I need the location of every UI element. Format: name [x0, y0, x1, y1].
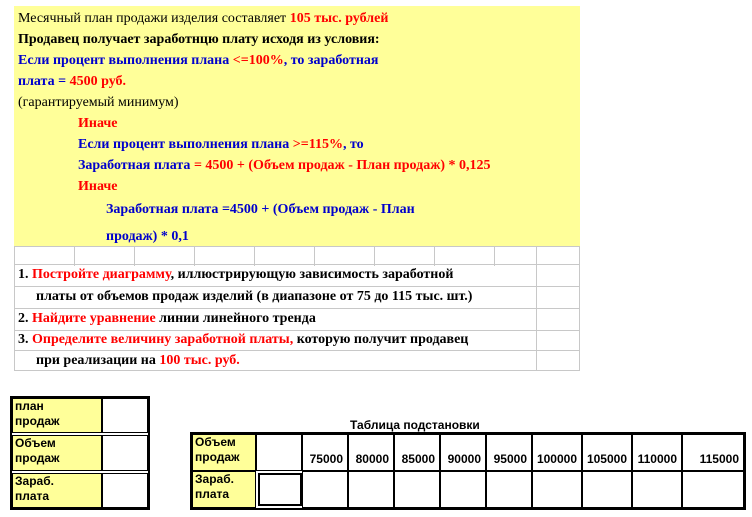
- substitution-formula-cell[interactable]: [258, 473, 302, 506]
- volume-cell-85000[interactable]: 85000: [394, 434, 440, 471]
- sales-volume-input[interactable]: [102, 435, 148, 471]
- condition-2: [78, 136, 364, 154]
- substitution-volume-label: [192, 434, 256, 471]
- substitution-salary-label: [192, 471, 256, 508]
- plan-text: Месячный план продажи изделия составляет: [18, 11, 290, 26]
- instruction-2: [18, 310, 316, 328]
- sales-volume-label-line2: продаж: [15, 451, 60, 465]
- salary-result-75000[interactable]: [302, 471, 348, 508]
- instruction-3-action: Определите величину заработной платы,: [32, 332, 294, 347]
- sales-volume-label-line1: Объем: [15, 436, 56, 450]
- instruction-3-text: которую получит продавец: [293, 332, 469, 347]
- salary-label-line2: плата: [15, 489, 50, 503]
- instruction-1-text: , иллюстрирующую зависимость заработной: [170, 267, 454, 282]
- instruction-3-amount: 100 тыс. руб.: [159, 353, 240, 368]
- salary-result-85000[interactable]: [394, 471, 440, 508]
- salary-output-cell[interactable]: [102, 473, 148, 508]
- sales-volume-label: [12, 435, 102, 471]
- instruction-2-text: линии линейного тренда: [155, 311, 316, 326]
- formula-1-label: Заработная плата: [78, 158, 194, 173]
- plan-sales-label-line1: план: [15, 399, 44, 413]
- guaranteed-minimum-note: (гарантируемый минимум): [18, 95, 179, 110]
- salary-label-line1: Зараб.: [15, 474, 54, 488]
- formula-2-expression: =4500 + (Объем продаж - План: [221, 202, 415, 217]
- instruction-1-action: Постройте диаграмму: [32, 267, 171, 282]
- substitution-volume-ref[interactable]: [256, 434, 302, 471]
- volume-cell-105000[interactable]: 105000: [582, 434, 632, 471]
- salary-result-90000[interactable]: [440, 471, 486, 508]
- plan-sales-input[interactable]: [102, 398, 148, 433]
- salary-result-115000[interactable]: [682, 471, 744, 508]
- else-2: Иначе: [78, 179, 118, 194]
- instruction-3-continued: [36, 352, 240, 370]
- salary-result-80000[interactable]: [348, 471, 394, 508]
- instruction-1-continued: платы от объемов продаж изделий (в диапазоне от 75 до 115 тыс. шт.): [36, 289, 473, 304]
- salary-minimum: 4500 руб.: [69, 74, 127, 89]
- volume-cell-90000[interactable]: 90000: [440, 434, 486, 471]
- salary-label: плата =: [18, 74, 70, 89]
- formula-2: [106, 201, 415, 219]
- salary-result-95000[interactable]: [486, 471, 532, 508]
- substitution-volume-label-line1: Объем: [195, 435, 236, 449]
- substitution-salary-label-line2: плата: [195, 487, 230, 501]
- condition-1-threshold: <=100%: [232, 53, 284, 68]
- condition-1-result: [18, 73, 126, 91]
- volume-cell-110000[interactable]: 110000: [632, 434, 682, 471]
- substitution-table-title: Таблица подстановки: [350, 418, 480, 432]
- substitution-volume-label-line2: продаж: [195, 450, 240, 464]
- instruction-3: [18, 331, 468, 349]
- formula-1: [78, 157, 491, 175]
- volume-cell-75000[interactable]: 75000: [302, 434, 348, 471]
- condition-1-text: Если процент выполнения плана: [18, 53, 233, 68]
- volume-cell-95000[interactable]: 95000: [486, 434, 532, 471]
- volume-cell-100000[interactable]: 100000: [532, 434, 582, 471]
- formula-2-continued: продаж) * 0,1: [106, 229, 189, 244]
- condition-1: [18, 52, 379, 70]
- condition-2-threshold: >=115%: [292, 137, 343, 152]
- else-1: Иначе: [78, 116, 118, 131]
- salary-result-105000[interactable]: [582, 471, 632, 508]
- instruction-2-number: 2.: [18, 311, 32, 326]
- plan-statement: [18, 10, 388, 28]
- instruction-3-number: 3.: [18, 332, 32, 347]
- instruction-2-action: Найдите уравнение: [32, 311, 156, 326]
- formula-2-label: Заработная плата: [106, 202, 222, 217]
- plan-sales-label: [12, 398, 102, 433]
- salary-condition-heading: Продавец получает заработнцю плату исходя из условия:: [18, 32, 380, 47]
- salary-label-cell: [12, 473, 102, 508]
- salary-result-110000[interactable]: [632, 471, 682, 508]
- condition-2-tail: , то: [342, 137, 364, 152]
- instruction-1-number: 1.: [18, 267, 32, 282]
- condition-1-tail: , то заработная: [283, 53, 379, 68]
- substitution-salary-label-line1: Зараб.: [195, 472, 234, 486]
- volume-cell-80000[interactable]: 80000: [348, 434, 394, 471]
- volume-cell-115000[interactable]: 115000: [682, 434, 744, 471]
- plan-sales-label-line2: продаж: [15, 414, 60, 428]
- salary-result-100000[interactable]: [532, 471, 582, 508]
- condition-2-text: Если процент выполнения плана: [78, 137, 293, 152]
- instruction-1: [18, 266, 453, 284]
- plan-amount: 105 тыс. рублей: [289, 11, 389, 26]
- formula-1-expression: = 4500 + (Объем продаж - План продаж) * 0,125: [193, 158, 491, 173]
- instruction-3-continued-text: при реализации на: [36, 353, 160, 368]
